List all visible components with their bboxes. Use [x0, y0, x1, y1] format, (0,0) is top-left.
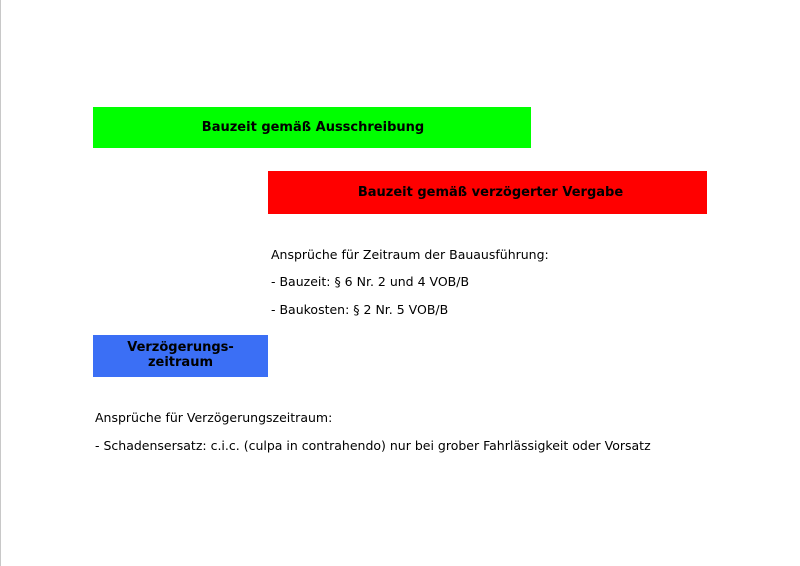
execution-claims-item: - Bauzeit: § 6 Nr. 2 und 4 VOB/B: [271, 274, 470, 289]
execution-claims-item: - Baukosten: § 2 Nr. 5 VOB/B: [271, 302, 449, 317]
delay-claims-item: - Schadensersatz: c.i.c. (culpa in contrahendo) nur bei grober Fahrlässigkeit oder Vorsatz: [95, 438, 651, 453]
delay-claims-heading: Ansprüche für Verzögerungszeitraum:: [95, 410, 333, 425]
planned-construction-period-label: Bauzeit gemäß Ausschreibung: [201, 120, 425, 135]
delay-period-bar: [93, 335, 268, 377]
delayed-construction-period-label: Bauzeit gemäß verzögerter Vergabe: [357, 185, 624, 200]
execution-claims-heading: Ansprüche für Zeitraum der Bauausführung:: [271, 247, 549, 262]
page-left-border: [0, 0, 1, 566]
delay-period-label: Verzögerungs- zeitraum: [127, 340, 234, 370]
delayed-construction-period-bar: [268, 171, 707, 214]
planned-construction-period-bar: [93, 107, 531, 148]
